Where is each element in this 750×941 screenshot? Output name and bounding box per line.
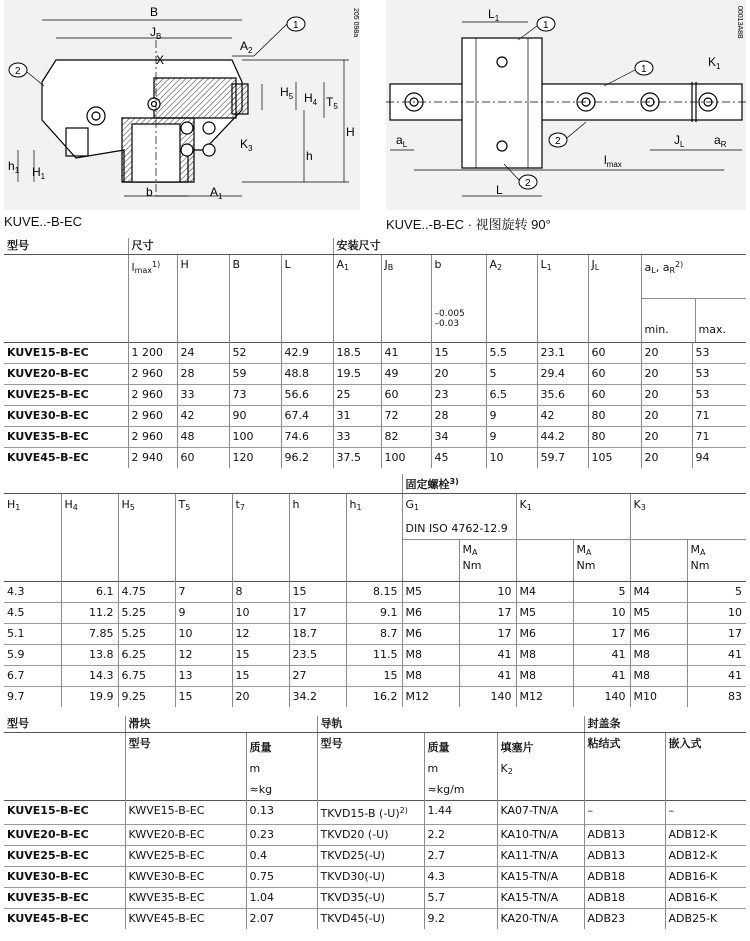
table-cell: 18.7 <box>289 624 346 645</box>
table-cell: KA15-TN/A <box>497 867 584 888</box>
table-cell: 56.6 <box>281 385 333 406</box>
table-cell: 20 <box>641 364 692 385</box>
table-cell: 9.2 <box>424 909 497 930</box>
table-cell: – <box>665 801 746 825</box>
table-row <box>4 364 746 385</box>
table-cell: KUVE45-B-EC <box>4 909 125 930</box>
header-rail-mass: 质量 m ≈kg/m <box>424 733 497 801</box>
table-cell: 13.8 <box>61 645 118 666</box>
table-cell: 10 <box>573 603 630 624</box>
header-slider-mass: 质量 m ≈kg <box>246 733 317 801</box>
table-cell: 7.85 <box>61 624 118 645</box>
table-cell: ADB13 <box>584 825 665 846</box>
table-cell: 0.75 <box>246 867 317 888</box>
table-cell: 28 <box>431 406 486 427</box>
table-cell: M4 <box>630 582 687 603</box>
table-cell: ADB16-K <box>665 867 746 888</box>
svg-text:2: 2 <box>525 178 531 189</box>
table-cell: 9.7 <box>4 687 61 708</box>
table-cell: ADB18 <box>584 867 665 888</box>
table-cell: 20 <box>641 406 692 427</box>
table-cell: 11.2 <box>61 603 118 624</box>
table-cell: 13 <box>175 666 232 687</box>
table-cell: KA07-TN/A <box>497 801 584 825</box>
top-view-drawing <box>386 0 746 210</box>
table-cell: 12 <box>175 645 232 666</box>
table-cell: – <box>584 801 665 825</box>
table-cell: 6.25 <box>118 645 175 666</box>
table-row <box>4 385 746 406</box>
table-row <box>4 867 746 888</box>
table-cell: 34 <box>431 427 486 448</box>
header-G1: $G_1$ DIN ISO 4762-12.9 <box>402 494 516 540</box>
table-cell: 105 <box>588 448 641 469</box>
table-cell: KWVE20-B-EC <box>125 825 246 846</box>
header-H5: $H_5$ <box>118 494 175 582</box>
table-cell: 2 940 <box>128 448 177 469</box>
table-cell: KWVE25-B-EC <box>125 846 246 867</box>
table-cell: 9.25 <box>118 687 175 708</box>
table-cell: 41 <box>573 666 630 687</box>
table-cell: 59 <box>229 364 281 385</box>
col-group-model: 型号 <box>4 716 125 733</box>
table-cell: M8 <box>402 666 459 687</box>
table-cell: 5.5 <box>486 343 537 364</box>
table-row <box>4 582 746 603</box>
table-cell: 71 <box>692 406 746 427</box>
dim-JB-label: $J_B$ <box>150 25 162 41</box>
table-row <box>4 603 746 624</box>
table-cell: TKVD35(-U) <box>317 888 424 909</box>
table-cell: 53 <box>692 385 746 406</box>
table-cell: 2.07 <box>246 909 317 930</box>
table-cell: 17 <box>687 624 746 645</box>
table-cell: 15 <box>289 582 346 603</box>
table-cell: 17 <box>459 603 516 624</box>
table-cell: M8 <box>402 645 459 666</box>
table-cell: 7 <box>175 582 232 603</box>
table-cell: 10 <box>459 582 516 603</box>
table-cell: 9.1 <box>346 603 402 624</box>
header-slider-type: 型号 <box>125 733 246 801</box>
table-cell: 60 <box>588 343 641 364</box>
table-cell: 44.2 <box>537 427 588 448</box>
table-cell: 12 <box>232 624 289 645</box>
table-cell: M8 <box>516 666 573 687</box>
svg-text:2: 2 <box>15 66 21 77</box>
table-cell: 6.75 <box>118 666 175 687</box>
table-cell: 20 <box>232 687 289 708</box>
col-group-cap: 封盖条 <box>584 716 746 733</box>
table-cell: 48 <box>177 427 229 448</box>
header-A2: $A_2$ <box>486 255 537 343</box>
table-cell: 60 <box>381 385 431 406</box>
header-b: b –0.005 –0.03 <box>431 255 486 343</box>
table-cell: 25 <box>333 385 381 406</box>
dim-T5-label: $T_5$ <box>326 95 338 111</box>
table-cell: ADB13 <box>584 846 665 867</box>
table-row <box>4 406 746 427</box>
table-cell: 42.9 <box>281 343 333 364</box>
table-cell: 5.1 <box>4 624 61 645</box>
drawing-code: 205 098a <box>352 8 359 38</box>
table-cell: KA10-TN/A <box>497 825 584 846</box>
col-group-model: 型号 <box>4 238 128 255</box>
table-cell: 96.2 <box>281 448 333 469</box>
svg-text:2: 2 <box>555 136 561 147</box>
table-cell: 140 <box>459 687 516 708</box>
header-lmax: $l_{max}^{1)}$ <box>128 255 177 343</box>
header-L: L <box>281 255 333 343</box>
header-aL-aR: $a_L$, $a_R^{2)}$ min. max. <box>641 255 746 343</box>
table-cell: 42 <box>177 406 229 427</box>
table-cell: 16.2 <box>346 687 402 708</box>
table-cell: 8.7 <box>346 624 402 645</box>
table-row <box>4 687 746 708</box>
header-t7: $t_7$ <box>232 494 289 582</box>
table-cell: 8 <box>232 582 289 603</box>
table-cell: M5 <box>516 603 573 624</box>
table-cell: 23.5 <box>289 645 346 666</box>
table-cell: M6 <box>516 624 573 645</box>
table-cell: 41 <box>687 645 746 666</box>
table-cell: 24 <box>177 343 229 364</box>
cross-section-drawing <box>4 0 360 210</box>
table-cell: 15 <box>232 645 289 666</box>
table-cell: KWVE15-B-EC <box>125 801 246 825</box>
table-row <box>4 801 746 825</box>
table-row <box>4 448 746 469</box>
table-cell: 140 <box>573 687 630 708</box>
dim-h-label: h <box>306 149 313 163</box>
table-cell: 29.4 <box>537 364 588 385</box>
table-cell: M8 <box>630 645 687 666</box>
svg-text:1: 1 <box>293 20 299 31</box>
table-cell: M4 <box>516 582 573 603</box>
table-cell: 71 <box>692 427 746 448</box>
table-cell: 41 <box>459 666 516 687</box>
header-h1: $h_1$ <box>346 494 402 582</box>
table-cell: 10 <box>486 448 537 469</box>
table-cell: 20 <box>641 448 692 469</box>
table-cell: 59.7 <box>537 448 588 469</box>
header-JL: $J_L$ <box>588 255 641 343</box>
header-G1-MA: $M_A$ Nm <box>459 540 516 582</box>
table-cell: 14.3 <box>61 666 118 687</box>
svg-text:1: 1 <box>641 64 647 75</box>
table-cell: 4.3 <box>424 867 497 888</box>
table-row <box>4 427 746 448</box>
bolts-table <box>4 474 746 707</box>
table-cell: 18.5 <box>333 343 381 364</box>
table-row <box>4 846 746 867</box>
table-cell: 5 <box>486 364 537 385</box>
table-cell: ADB12-K <box>665 825 746 846</box>
table-cell: M8 <box>630 666 687 687</box>
table-cell: 20 <box>641 385 692 406</box>
table-cell: 10 <box>175 624 232 645</box>
table-cell: KUVE20-B-EC <box>4 364 128 385</box>
table-cell: 15 <box>175 687 232 708</box>
dim-L1-label: $L_1$ <box>488 7 500 23</box>
table-row <box>4 909 746 930</box>
table-cell: 94 <box>692 448 746 469</box>
table-cell: M5 <box>630 603 687 624</box>
table-cell: 33 <box>177 385 229 406</box>
table-cell: KA15-TN/A <box>497 888 584 909</box>
dim-H1-label: $H_1$ <box>32 165 46 181</box>
dim-K3-label: $K_3$ <box>240 137 253 153</box>
table-cell: 73 <box>229 385 281 406</box>
table-cell: 67.4 <box>281 406 333 427</box>
table-cell: 41 <box>687 666 746 687</box>
dim-B-label: B <box>150 5 159 19</box>
table-cell: 19.5 <box>333 364 381 385</box>
table-cell: 35.6 <box>537 385 588 406</box>
header-H4: $H_4$ <box>61 494 118 582</box>
table-cell: 5.7 <box>424 888 497 909</box>
table-cell: KUVE30-B-EC <box>4 406 128 427</box>
table-cell: 34.2 <box>289 687 346 708</box>
table-cell: 9 <box>486 427 537 448</box>
table-cell: M6 <box>630 624 687 645</box>
table-cell: KA20-TN/A <box>497 909 584 930</box>
table-cell: 6.5 <box>486 385 537 406</box>
table-cell: 20 <box>641 343 692 364</box>
table-cell: 15 <box>346 666 402 687</box>
table-cell: KUVE35-B-EC <box>4 427 128 448</box>
table-cell: 5 <box>687 582 746 603</box>
axis-X-label: X <box>156 53 165 67</box>
table-cell: 74.6 <box>281 427 333 448</box>
table-cell: ADB23 <box>584 909 665 930</box>
table-cell: M10 <box>630 687 687 708</box>
table-cell: KUVE25-B-EC <box>4 846 125 867</box>
table-cell: 6.1 <box>61 582 118 603</box>
svg-text:1: 1 <box>543 20 549 31</box>
dim-H-label: H <box>346 125 355 139</box>
table-cell: 2 960 <box>128 427 177 448</box>
table-cell: TKVD25(-U) <box>317 846 424 867</box>
table-cell: KUVE25-B-EC <box>4 385 128 406</box>
caption-right: KUVE..-B-EC · 视图旋转 90° <box>386 217 551 232</box>
header-H: H <box>177 255 229 343</box>
table-row <box>4 645 746 666</box>
header-K3: $K_3$ <box>630 494 746 540</box>
table-cell: 0.13 <box>246 801 317 825</box>
table-cell: 90 <box>229 406 281 427</box>
table-cell: 4.75 <box>118 582 175 603</box>
dim-A1-label: $A_1$ <box>210 185 223 201</box>
table-cell: 4.3 <box>7 585 25 598</box>
dimensions-table <box>4 238 746 468</box>
table-cell: 53 <box>692 343 746 364</box>
header-L1: $L_1$ <box>537 255 588 343</box>
header-cap-glued: 粘结式 <box>584 733 665 801</box>
table-cell: 100 <box>229 427 281 448</box>
header-K1-MA: $M_A$ Nm <box>573 540 630 582</box>
table-cell: 41 <box>573 645 630 666</box>
table-cell: 2 960 <box>128 385 177 406</box>
table-cell: 10 <box>687 603 746 624</box>
table-cell: ADB25-K <box>665 909 746 930</box>
table-cell: KUVE15-B-EC <box>7 346 89 359</box>
table-cell: 37.5 <box>333 448 381 469</box>
header-A1: $A_1$ <box>333 255 381 343</box>
header-JB: $J_B$ <box>381 255 431 343</box>
table-cell: ADB12-K <box>665 846 746 867</box>
table-cell: KWVE45-B-EC <box>125 909 246 930</box>
table-cell: 80 <box>588 406 641 427</box>
table-cell: KUVE45-B-EC <box>4 448 128 469</box>
table-cell: 2.7 <box>424 846 497 867</box>
col-group-rail: 导轨 <box>317 716 584 733</box>
dim-lmax-label: $l_{max}$ <box>604 153 622 169</box>
table-cell: 15 <box>431 343 486 364</box>
table-cell: 4.5 <box>4 603 61 624</box>
table-cell: TKVD15-B $(-U)^{2)}$ <box>317 801 424 825</box>
table-cell: TKVD45(-U) <box>317 909 424 930</box>
table-cell: 28 <box>177 364 229 385</box>
table-cell: 100 <box>381 448 431 469</box>
table-row <box>4 624 746 645</box>
header-H1: $H_1$ <box>4 494 61 582</box>
table-cell: 9 <box>175 603 232 624</box>
header-cap-insert: 嵌入式 <box>665 733 746 801</box>
table-cell: 2 960 <box>128 364 177 385</box>
dim-b-label: b <box>146 185 153 199</box>
header-K1: $K_1$ <box>516 494 630 540</box>
table-cell: 8.15 <box>346 582 402 603</box>
table-cell: 10 <box>232 603 289 624</box>
dim-H5-label: $H_5$ <box>280 85 294 101</box>
table-cell: 82 <box>381 427 431 448</box>
table-row <box>4 666 746 687</box>
table-cell: ADB18 <box>584 888 665 909</box>
col-group-slider: 滑块 <box>125 716 317 733</box>
table-cell: 72 <box>381 406 431 427</box>
dim-aR-label: $a_R$ <box>714 133 727 149</box>
table-cell: M12 <box>516 687 573 708</box>
table-cell: 5.25 <box>118 603 175 624</box>
table-cell: M8 <box>516 645 573 666</box>
drawing-code: 00013A8B <box>736 6 743 39</box>
header-max: max. <box>695 299 747 342</box>
table-cell: M12 <box>402 687 459 708</box>
table-cell: 60 <box>177 448 229 469</box>
table-cell: KUVE20-B-EC <box>4 825 125 846</box>
table-cell: 45 <box>431 448 486 469</box>
table-cell: 80 <box>588 427 641 448</box>
table-cell: 2.2 <box>424 825 497 846</box>
table-row <box>4 825 746 846</box>
table-cell: KWVE35-B-EC <box>125 888 246 909</box>
table-cell: 17 <box>289 603 346 624</box>
table-cell: 23 <box>431 385 486 406</box>
dim-A2-label: $A_2$ <box>240 39 253 55</box>
header-T5: $T_5$ <box>175 494 232 582</box>
table-cell: KUVE35-B-EC <box>4 888 125 909</box>
table-cell: 53 <box>692 364 746 385</box>
table-row <box>4 343 746 364</box>
table-cell: 17 <box>573 624 630 645</box>
table-cell: 0.4 <box>246 846 317 867</box>
table-cell: 2 960 <box>128 406 177 427</box>
caption-left: KUVE..-B-EC <box>4 214 83 229</box>
table-cell: 6.7 <box>4 666 61 687</box>
table-cell: KUVE15-B-EC <box>7 804 89 817</box>
table-row <box>4 888 746 909</box>
table-cell: M5 <box>402 582 459 603</box>
col-group-bolts: 固定螺栓$^{3)}$ <box>402 474 746 494</box>
table-cell: 0.23 <box>246 825 317 846</box>
col-group-mount: 安装尺寸 <box>333 238 746 255</box>
dim-aL-label: $a_L$ <box>396 133 408 149</box>
table-cell: 41 <box>381 343 431 364</box>
table-cell: 15 <box>232 666 289 687</box>
header-rail-type: 型号 <box>317 733 424 801</box>
table-cell: 1 200 <box>128 343 177 364</box>
col-group-dims: 尺寸 <box>128 238 333 255</box>
table-cell: 60 <box>588 385 641 406</box>
header-B: B <box>229 255 281 343</box>
dim-L-label: L <box>496 183 503 197</box>
table-cell: ADB16-K <box>665 888 746 909</box>
table-cell: 11.5 <box>346 645 402 666</box>
table-cell: 5.25 <box>118 624 175 645</box>
table-cell: M6 <box>402 624 459 645</box>
table-cell: 27 <box>289 666 346 687</box>
header-K3-MA: $M_A$ Nm <box>687 540 746 582</box>
table-cell: 48.8 <box>281 364 333 385</box>
table-cell: 20 <box>431 364 486 385</box>
table-cell: 31 <box>333 406 381 427</box>
dim-H4-label: $H_4$ <box>304 91 318 107</box>
table-cell: 23.1 <box>537 343 588 364</box>
table-cell: 49 <box>381 364 431 385</box>
table-cell: 52 <box>229 343 281 364</box>
table-cell: KUVE30-B-EC <box>4 867 125 888</box>
table-cell: 41 <box>459 645 516 666</box>
table-cell: 1.44 <box>424 801 497 825</box>
table-cell: 83 <box>687 687 746 708</box>
table-cell: 1.04 <box>246 888 317 909</box>
components-table <box>4 716 746 929</box>
table-cell: 20 <box>641 427 692 448</box>
table-cell: 5.9 <box>4 645 61 666</box>
table-cell: 42 <box>537 406 588 427</box>
header-h: h <box>289 494 346 582</box>
table-cell: KA11-TN/A <box>497 846 584 867</box>
table-cell: KWVE30-B-EC <box>125 867 246 888</box>
dim-K1-label: $K_1$ <box>708 55 721 71</box>
dim-h1-label: $h_1$ <box>8 159 20 175</box>
table-cell: 19.9 <box>61 687 118 708</box>
header-plug: 填塞片 $K_2$ <box>497 733 584 801</box>
table-cell: TKVD20 (-U) <box>317 825 424 846</box>
table-cell: 5 <box>573 582 630 603</box>
table-cell: M6 <box>402 603 459 624</box>
dim-JL-label: $J_L$ <box>674 133 685 149</box>
table-cell: 17 <box>459 624 516 645</box>
table-cell: TKVD30(-U) <box>317 867 424 888</box>
table-cell: 120 <box>229 448 281 469</box>
table-cell: 60 <box>588 364 641 385</box>
table-cell: 33 <box>333 427 381 448</box>
table-cell: 9 <box>486 406 537 427</box>
header-min: min. <box>644 323 669 336</box>
